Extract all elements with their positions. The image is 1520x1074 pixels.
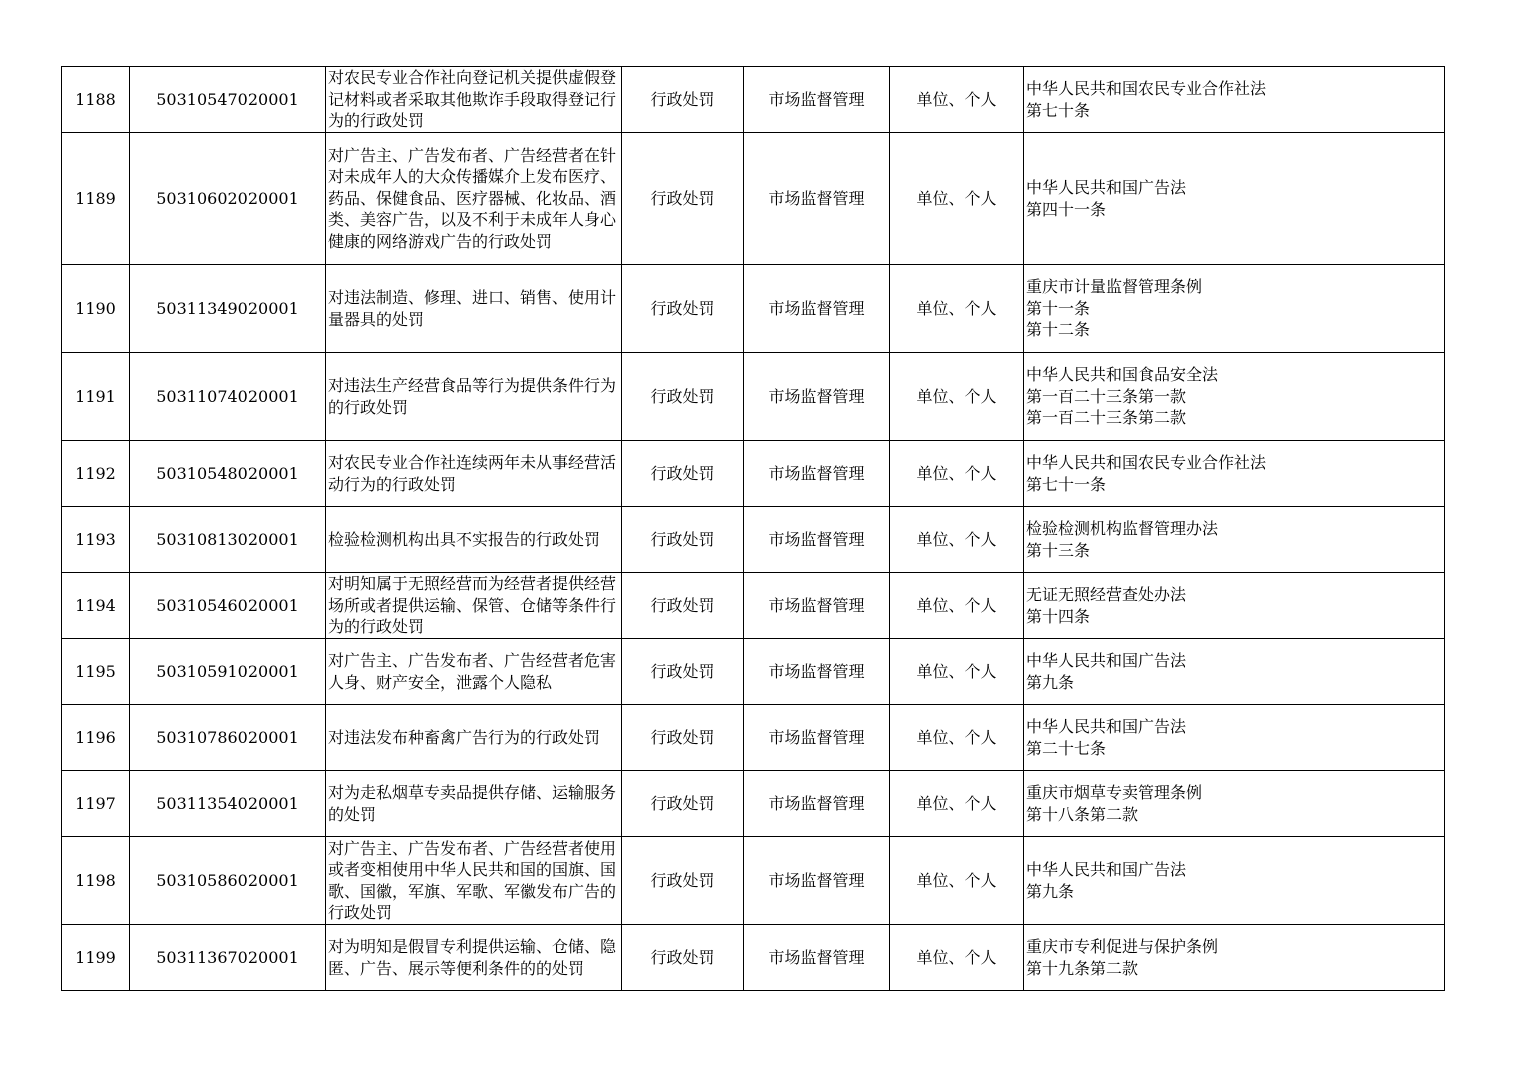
legal-basis-cell [1024,925,1445,991]
legal-basis-line: 第十一条 [1026,298,1091,318]
legal-basis-cell [1024,639,1445,705]
item-name-cell: 对为明知是假冒专利提供运输、仓储、隐匿、广告、展示等便利条件的的处罚 [326,925,622,991]
legal-basis-line: 中华人民共和国广告法 [1026,860,1187,879]
target-object-cell: 单位、个人 [890,771,1024,837]
target-object-cell: 单位、个人 [890,925,1024,991]
row-number-cell: 1190 [62,265,130,353]
legal-basis-cell [1024,67,1445,133]
legal-basis-line: 中华人民共和国农民专业合作社法 [1026,79,1267,98]
row-number-cell: 1191 [62,353,130,441]
item-code-cell: 50310547020001 [130,67,326,133]
power-type-cell: 行政处罚 [622,771,744,837]
table-row [62,639,1445,705]
item-code-cell: 50311074020001 [130,353,326,441]
power-type-cell: 行政处罚 [622,67,744,133]
item-code-cell: 50310546020001 [130,573,326,639]
legal-basis-line: 第二十七条 [1026,738,1107,758]
power-type-cell: 行政处罚 [622,639,744,705]
legal-basis-line: 重庆市烟草专卖管理条例 [1026,783,1203,802]
row-number-cell: 1199 [62,925,130,991]
table-row [62,67,1445,133]
item-name-cell: 对广告主、广告发布者、广告经营者危害人身、财产安全，泄露个人隐私 [326,639,622,705]
department-cell: 市场监督管理 [744,705,890,771]
table-row [62,265,1445,353]
table-row [62,507,1445,573]
item-name-cell: 对违法制造、修理、进口、销售、使用计量器具的处罚 [326,265,622,353]
legal-basis-line: 第十二条 [1026,320,1091,340]
item-code-cell: 50310602020001 [130,133,326,265]
target-object-cell: 单位、个人 [890,639,1024,705]
power-type-cell: 行政处罚 [622,573,744,639]
legal-basis-line: 第七十一条 [1026,474,1107,494]
legal-basis-cell [1024,573,1445,639]
item-name-cell: 对违法生产经营食品等行为提供条件行为的行政处罚 [326,353,622,441]
table-row [62,133,1445,265]
legal-basis-cell [1024,705,1445,771]
legal-basis-cell [1024,441,1445,507]
legal-basis-line: 中华人民共和国广告法 [1026,651,1187,670]
power-type-cell: 行政处罚 [622,441,744,507]
power-type-cell: 行政处罚 [622,265,744,353]
legal-basis-cell [1024,133,1445,265]
legal-basis-line: 中华人民共和国广告法 [1026,178,1187,197]
target-object-cell: 单位、个人 [890,573,1024,639]
item-code-cell: 50310586020001 [130,837,326,925]
legal-basis-cell [1024,771,1445,837]
department-cell: 市场监督管理 [744,507,890,573]
target-object-cell: 单位、个人 [890,133,1024,265]
department-cell: 市场监督管理 [744,925,890,991]
legal-basis-cell [1024,507,1445,573]
item-code-cell: 50311354020001 [130,771,326,837]
item-code-cell: 50311367020001 [130,925,326,991]
legal-basis-line: 重庆市专利促进与保护条例 [1026,937,1219,956]
table-row [62,705,1445,771]
legal-basis-line: 无证无照经营查处办法 [1026,585,1187,604]
item-code-cell: 50310591020001 [130,639,326,705]
legal-basis-line: 中华人民共和国广告法 [1026,717,1187,736]
legal-basis-cell [1024,353,1445,441]
legal-basis-line: 中华人民共和国农民专业合作社法 [1026,453,1267,472]
legal-basis-line: 第一百二十三条第二款 [1026,408,1187,428]
target-object-cell: 单位、个人 [890,705,1024,771]
department-cell: 市场监督管理 [744,639,890,705]
department-cell: 市场监督管理 [744,133,890,265]
target-object-cell: 单位、个人 [890,67,1024,133]
row-number-cell: 1192 [62,441,130,507]
row-number-cell: 1188 [62,67,130,133]
item-name-cell: 对农民专业合作社连续两年未从事经营活动行为的行政处罚 [326,441,622,507]
department-cell: 市场监督管理 [744,573,890,639]
department-cell: 市场监督管理 [744,265,890,353]
item-name-cell: 对违法发布种畜禽广告行为的行政处罚 [326,705,622,771]
table-row [62,771,1445,837]
item-code-cell: 50310786020001 [130,705,326,771]
table-row [62,573,1445,639]
row-number-cell: 1196 [62,705,130,771]
legal-basis-line: 检验检测机构监督管理办法 [1026,519,1219,538]
legal-basis-line: 第七十条 [1026,100,1091,120]
legal-basis-line: 第十八条第二款 [1026,804,1139,824]
target-object-cell: 单位、个人 [890,265,1024,353]
legal-basis-line: 重庆市计量监督管理条例 [1026,277,1203,297]
row-number-cell: 1193 [62,507,130,573]
legal-basis-line: 第十九条第二款 [1026,958,1139,978]
power-type-cell: 行政处罚 [622,925,744,991]
item-name-cell: 对广告主、广告发布者、广告经营者使用或者变相使用中华人民共和国的国旗、国歌、国徽，军旗、军歌、军徽发布广告的行政处罚 [326,837,622,925]
legal-basis-line: 第九条 [1026,672,1075,692]
item-name-cell: 对明知属于无照经营而为经营者提供经营场所或者提供运输、保管、仓储等条件行为的行政处罚 [326,573,622,639]
power-type-cell: 行政处罚 [622,133,744,265]
item-name-cell: 对广告主、广告发布者、广告经营者在针对未成年人的大众传播媒介上发布医疗、药品、保健食品、医疗器械、化妆品、酒类、美容广告，以及不利于未成年人身心健康的网络游戏广告的行政处罚 [326,133,622,265]
row-number-cell: 1197 [62,771,130,837]
target-object-cell: 单位、个人 [890,353,1024,441]
table-row [62,441,1445,507]
department-cell: 市场监督管理 [744,837,890,925]
item-code-cell: 50310548020001 [130,441,326,507]
item-code-cell: 50311349020001 [130,265,326,353]
legal-basis-cell [1024,837,1445,925]
row-number-cell: 1198 [62,837,130,925]
row-number-cell: 1194 [62,573,130,639]
target-object-cell: 单位、个人 [890,441,1024,507]
power-type-cell: 行政处罚 [622,353,744,441]
target-object-cell: 单位、个人 [890,837,1024,925]
row-number-cell: 1195 [62,639,130,705]
item-code-cell: 50310813020001 [130,507,326,573]
legal-basis-line: 第一百二十三条第一款 [1026,386,1187,406]
target-object-cell: 单位、个人 [890,507,1024,573]
table-row [62,353,1445,441]
item-name-cell: 检验检测机构出具不实报告的行政处罚 [326,507,622,573]
department-cell: 市场监督管理 [744,67,890,133]
item-name-cell: 对农民专业合作社向登记机关提供虚假登记材料或者采取其他欺诈手段取得登记行为的行政处罚 [326,67,622,133]
table-row [62,925,1445,991]
table-body [62,67,1445,991]
item-name-cell: 对为走私烟草专卖品提供存储、运输服务的处罚 [326,771,622,837]
legal-basis-line: 中华人民共和国食品安全法 [1026,365,1219,385]
table-row [62,837,1445,925]
legal-basis-cell [1024,265,1445,353]
legal-basis-line: 第四十一条 [1026,199,1107,219]
department-cell: 市场监督管理 [744,441,890,507]
power-list-table [61,66,1445,991]
legal-basis-line: 第十三条 [1026,540,1091,560]
power-type-cell: 行政处罚 [622,837,744,925]
legal-basis-line: 第九条 [1026,881,1075,901]
department-cell: 市场监督管理 [744,771,890,837]
power-type-cell: 行政处罚 [622,705,744,771]
legal-basis-line: 第十四条 [1026,606,1091,626]
power-type-cell: 行政处罚 [622,507,744,573]
row-number-cell: 1189 [62,133,130,265]
department-cell: 市场监督管理 [744,353,890,441]
